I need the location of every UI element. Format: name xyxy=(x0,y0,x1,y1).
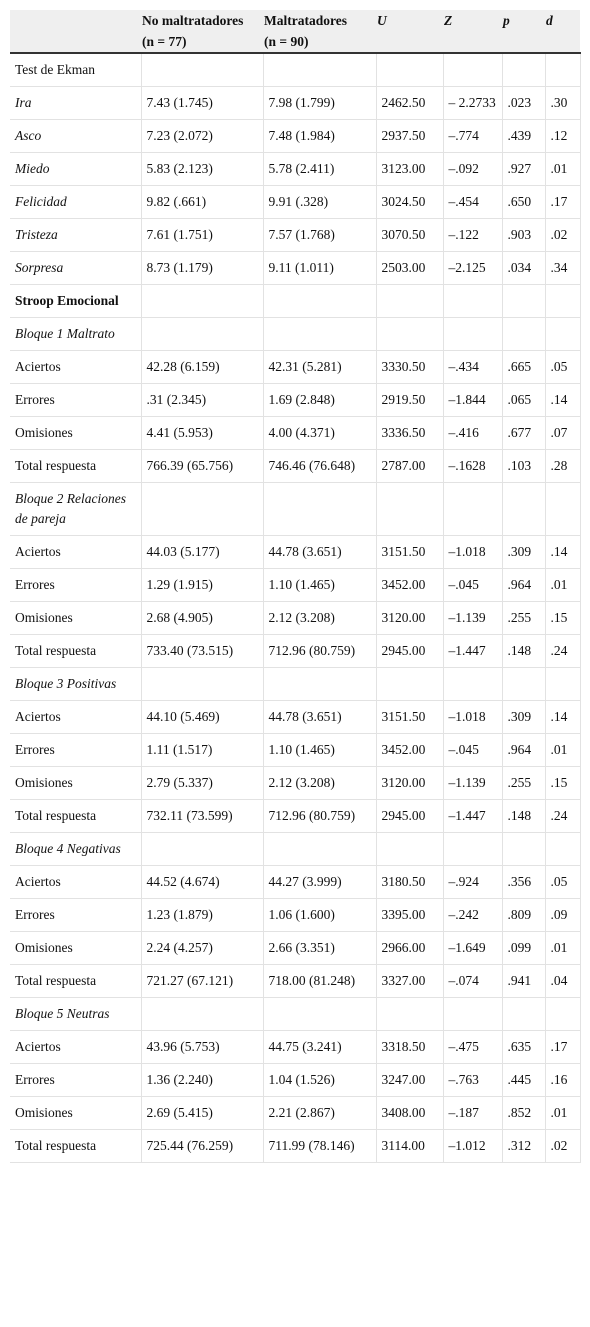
table-row xyxy=(10,53,580,87)
cell-d xyxy=(545,318,580,351)
cell-u: 3180.50 xyxy=(376,866,443,899)
cell-label: Aciertos xyxy=(10,866,141,899)
cell-label: Miedo xyxy=(10,153,141,186)
cell-no-maltratadores: 2.69 (5.415) xyxy=(141,1097,263,1130)
cell-u: 2462.50 xyxy=(376,87,443,120)
cell-label: Omisiones xyxy=(10,1097,141,1130)
cell-u: 2945.00 xyxy=(376,635,443,668)
cell-no-maltratadores: 766.39 (65.756) xyxy=(141,450,263,483)
cell-d: .12 xyxy=(545,120,580,153)
cell-maltratadores: 2.66 (3.351) xyxy=(263,932,376,965)
cell-no-maltratadores: 1.11 (1.517) xyxy=(141,734,263,767)
header-maltratadores-label: Maltratadores xyxy=(264,13,347,28)
cell-label: Bloque 3 Positivas xyxy=(10,668,141,701)
cell-p xyxy=(502,833,545,866)
cell-z: –.475 xyxy=(443,1031,502,1064)
cell-u: 2937.50 xyxy=(376,120,443,153)
cell-no-maltratadores: 2.24 (4.257) xyxy=(141,932,263,965)
cell-z: –.416 xyxy=(443,417,502,450)
table-row xyxy=(10,252,580,285)
cell-p: .065 xyxy=(502,384,545,417)
cell-maltratadores: 44.78 (3.651) xyxy=(263,536,376,569)
cell-p xyxy=(502,285,545,318)
table-row xyxy=(10,536,580,569)
cell-z xyxy=(443,483,502,536)
cell-d xyxy=(545,53,580,87)
cell-maltratadores: 9.11 (1.011) xyxy=(263,252,376,285)
cell-maltratadores: 44.27 (3.999) xyxy=(263,866,376,899)
cell-d: .05 xyxy=(545,351,580,384)
cell-p: .356 xyxy=(502,866,545,899)
cell-maltratadores xyxy=(263,998,376,1031)
cell-p: .964 xyxy=(502,734,545,767)
cell-p: .099 xyxy=(502,932,545,965)
cell-no-maltratadores xyxy=(141,833,263,866)
cell-no-maltratadores: 732.11 (73.599) xyxy=(141,800,263,833)
cell-maltratadores xyxy=(263,318,376,351)
cell-z: –.763 xyxy=(443,1064,502,1097)
cell-u: 3120.00 xyxy=(376,767,443,800)
cell-no-maltratadores: 725.44 (76.259) xyxy=(141,1130,263,1163)
cell-u: 3336.50 xyxy=(376,417,443,450)
table-row xyxy=(10,833,580,866)
cell-label: Tristeza xyxy=(10,219,141,252)
cell-u: 2919.50 xyxy=(376,384,443,417)
cell-no-maltratadores: 7.43 (1.745) xyxy=(141,87,263,120)
cell-z: –.045 xyxy=(443,734,502,767)
cell-maltratadores: 1.04 (1.526) xyxy=(263,1064,376,1097)
cell-z: –.074 xyxy=(443,965,502,998)
cell-d: .01 xyxy=(545,734,580,767)
cell-p: .309 xyxy=(502,536,545,569)
table-row xyxy=(10,965,580,998)
table-row xyxy=(10,569,580,602)
cell-z: –.434 xyxy=(443,351,502,384)
cell-d: .14 xyxy=(545,701,580,734)
cell-u: 3120.00 xyxy=(376,602,443,635)
cell-u: 3247.00 xyxy=(376,1064,443,1097)
cell-p: .650 xyxy=(502,186,545,219)
cell-p xyxy=(502,318,545,351)
cell-z: –.242 xyxy=(443,899,502,932)
cell-label: Errores xyxy=(10,734,141,767)
cell-label: Stroop Emocional xyxy=(10,285,141,318)
cell-maltratadores: 1.10 (1.465) xyxy=(263,734,376,767)
cell-d: .01 xyxy=(545,932,580,965)
cell-label: Aciertos xyxy=(10,1031,141,1064)
cell-u: 3070.50 xyxy=(376,219,443,252)
cell-p: .034 xyxy=(502,252,545,285)
cell-no-maltratadores: 43.96 (5.753) xyxy=(141,1031,263,1064)
cell-label: Bloque 2 Relaciones de pareja xyxy=(10,483,141,536)
cell-no-maltratadores: .31 (2.345) xyxy=(141,384,263,417)
cell-d: .16 xyxy=(545,1064,580,1097)
cell-label: Total respuesta xyxy=(10,635,141,668)
cell-z xyxy=(443,998,502,1031)
cell-no-maltratadores: 42.28 (6.159) xyxy=(141,351,263,384)
table-row xyxy=(10,153,580,186)
cell-maltratadores: 2.12 (3.208) xyxy=(263,767,376,800)
cell-z xyxy=(443,833,502,866)
table-row xyxy=(10,417,580,450)
cell-label: Omisiones xyxy=(10,932,141,965)
cell-d: .04 xyxy=(545,965,580,998)
cell-no-maltratadores: 44.52 (4.674) xyxy=(141,866,263,899)
cell-label: Errores xyxy=(10,569,141,602)
cell-u: 3395.00 xyxy=(376,899,443,932)
cell-p: .903 xyxy=(502,219,545,252)
table-row xyxy=(10,668,580,701)
table-row xyxy=(10,602,580,635)
cell-no-maltratadores: 2.79 (5.337) xyxy=(141,767,263,800)
cell-z: –1.139 xyxy=(443,602,502,635)
cell-no-maltratadores: 9.82 (.661) xyxy=(141,186,263,219)
cell-z: –1.139 xyxy=(443,767,502,800)
cell-u: 2787.00 xyxy=(376,450,443,483)
cell-maltratadores: 42.31 (5.281) xyxy=(263,351,376,384)
cell-no-maltratadores: 7.61 (1.751) xyxy=(141,219,263,252)
cell-maltratadores: 718.00 (81.248) xyxy=(263,965,376,998)
table-row xyxy=(10,899,580,932)
cell-d: .34 xyxy=(545,252,580,285)
cell-u xyxy=(376,998,443,1031)
table-row xyxy=(10,450,580,483)
cell-maltratadores xyxy=(263,285,376,318)
cell-no-maltratadores: 4.41 (5.953) xyxy=(141,417,263,450)
cell-z: –.187 xyxy=(443,1097,502,1130)
header-no-maltratadores xyxy=(141,10,263,53)
cell-u: 3114.00 xyxy=(376,1130,443,1163)
cell-z: –2.125 xyxy=(443,252,502,285)
cell-u xyxy=(376,285,443,318)
header-no-maltratadores-n: (n = 77) xyxy=(142,34,187,49)
cell-z: –.045 xyxy=(443,569,502,602)
cell-d: .14 xyxy=(545,536,580,569)
cell-u xyxy=(376,53,443,87)
cell-z: –1.012 xyxy=(443,1130,502,1163)
cell-maltratadores: 2.12 (3.208) xyxy=(263,602,376,635)
cell-label: Total respuesta xyxy=(10,450,141,483)
header-z: Z xyxy=(443,10,502,53)
cell-z: –.092 xyxy=(443,153,502,186)
cell-label: Omisiones xyxy=(10,417,141,450)
cell-no-maltratadores: 8.73 (1.179) xyxy=(141,252,263,285)
cell-u: 3327.00 xyxy=(376,965,443,998)
cell-d: .01 xyxy=(545,153,580,186)
cell-maltratadores: 4.00 (4.371) xyxy=(263,417,376,450)
table-row xyxy=(10,1130,580,1163)
cell-p: .927 xyxy=(502,153,545,186)
table-body xyxy=(10,53,580,1163)
cell-maltratadores xyxy=(263,668,376,701)
cell-label: Aciertos xyxy=(10,536,141,569)
results-table xyxy=(10,10,581,1163)
cell-u: 3024.50 xyxy=(376,186,443,219)
cell-p: .148 xyxy=(502,635,545,668)
cell-maltratadores xyxy=(263,483,376,536)
cell-label: Total respuesta xyxy=(10,965,141,998)
cell-maltratadores: 5.78 (2.411) xyxy=(263,153,376,186)
cell-label: Felicidad xyxy=(10,186,141,219)
cell-label: Aciertos xyxy=(10,701,141,734)
cell-maltratadores: 44.78 (3.651) xyxy=(263,701,376,734)
cell-d: .28 xyxy=(545,450,580,483)
cell-p: .941 xyxy=(502,965,545,998)
table-row xyxy=(10,1031,580,1064)
table-row xyxy=(10,318,580,351)
cell-no-maltratadores xyxy=(141,668,263,701)
cell-p: .255 xyxy=(502,602,545,635)
cell-d: .01 xyxy=(545,1097,580,1130)
cell-label: Asco xyxy=(10,120,141,153)
cell-z xyxy=(443,285,502,318)
header-maltratadores xyxy=(263,10,376,53)
cell-label: Total respuesta xyxy=(10,800,141,833)
cell-no-maltratadores: 44.10 (5.469) xyxy=(141,701,263,734)
cell-d: .15 xyxy=(545,602,580,635)
cell-p: .439 xyxy=(502,120,545,153)
cell-p: .255 xyxy=(502,767,545,800)
cell-u: 2966.00 xyxy=(376,932,443,965)
cell-p: .309 xyxy=(502,701,545,734)
cell-no-maltratadores: 1.29 (1.915) xyxy=(141,569,263,602)
cell-u: 3330.50 xyxy=(376,351,443,384)
cell-maltratadores: 2.21 (2.867) xyxy=(263,1097,376,1130)
cell-maltratadores: 7.57 (1.768) xyxy=(263,219,376,252)
header-p: p xyxy=(502,10,545,53)
table-row xyxy=(10,120,580,153)
cell-label: Bloque 1 Maltrato xyxy=(10,318,141,351)
cell-maltratadores: 7.48 (1.984) xyxy=(263,120,376,153)
cell-u xyxy=(376,483,443,536)
cell-label: Errores xyxy=(10,899,141,932)
cell-z: –.1628 xyxy=(443,450,502,483)
cell-u: 3318.50 xyxy=(376,1031,443,1064)
cell-d: .17 xyxy=(545,1031,580,1064)
cell-u: 3408.00 xyxy=(376,1097,443,1130)
cell-d xyxy=(545,833,580,866)
cell-maltratadores: 1.06 (1.600) xyxy=(263,899,376,932)
cell-label: Sorpresa xyxy=(10,252,141,285)
header-u: U xyxy=(376,10,443,53)
cell-no-maltratadores xyxy=(141,318,263,351)
cell-label: Test de Ekman xyxy=(10,53,141,87)
cell-p: .023 xyxy=(502,87,545,120)
table-row xyxy=(10,1097,580,1130)
cell-label: Ira xyxy=(10,87,141,120)
cell-z: –1.649 xyxy=(443,932,502,965)
cell-p: .445 xyxy=(502,1064,545,1097)
cell-maltratadores: 1.69 (2.848) xyxy=(263,384,376,417)
table-row xyxy=(10,932,580,965)
cell-p: .103 xyxy=(502,450,545,483)
cell-u: 3452.00 xyxy=(376,569,443,602)
cell-d: .17 xyxy=(545,186,580,219)
table-row xyxy=(10,701,580,734)
cell-z xyxy=(443,668,502,701)
cell-z: –.122 xyxy=(443,219,502,252)
cell-p: .809 xyxy=(502,899,545,932)
cell-p xyxy=(502,998,545,1031)
cell-u xyxy=(376,318,443,351)
cell-no-maltratadores xyxy=(141,285,263,318)
cell-no-maltratadores xyxy=(141,998,263,1031)
table-row xyxy=(10,635,580,668)
cell-d: .14 xyxy=(545,384,580,417)
table-row xyxy=(10,351,580,384)
cell-u xyxy=(376,668,443,701)
cell-d: .01 xyxy=(545,569,580,602)
cell-d xyxy=(545,668,580,701)
cell-label: Omisiones xyxy=(10,767,141,800)
cell-p: .964 xyxy=(502,569,545,602)
cell-u: 2945.00 xyxy=(376,800,443,833)
cell-z: –1.018 xyxy=(443,701,502,734)
cell-no-maltratadores: 1.23 (1.879) xyxy=(141,899,263,932)
cell-p xyxy=(502,53,545,87)
cell-z: –.774 xyxy=(443,120,502,153)
cell-maltratadores: 1.10 (1.465) xyxy=(263,569,376,602)
cell-z: –1.844 xyxy=(443,384,502,417)
cell-no-maltratadores: 733.40 (73.515) xyxy=(141,635,263,668)
cell-u: 3151.50 xyxy=(376,536,443,569)
cell-maltratadores: 746.46 (76.648) xyxy=(263,450,376,483)
cell-d xyxy=(545,483,580,536)
cell-d: .24 xyxy=(545,635,580,668)
table-row xyxy=(10,734,580,767)
header-d: d xyxy=(545,10,580,53)
table-row xyxy=(10,767,580,800)
cell-d: .02 xyxy=(545,1130,580,1163)
cell-label: Errores xyxy=(10,1064,141,1097)
cell-u: 3452.00 xyxy=(376,734,443,767)
cell-no-maltratadores: 7.23 (2.072) xyxy=(141,120,263,153)
cell-p: .635 xyxy=(502,1031,545,1064)
cell-p: .677 xyxy=(502,417,545,450)
cell-d: .07 xyxy=(545,417,580,450)
cell-d: .24 xyxy=(545,800,580,833)
cell-u: 3151.50 xyxy=(376,701,443,734)
cell-u xyxy=(376,833,443,866)
table-row xyxy=(10,87,580,120)
header-row xyxy=(10,10,580,53)
cell-label: Aciertos xyxy=(10,351,141,384)
cell-p xyxy=(502,668,545,701)
cell-label: Total respuesta xyxy=(10,1130,141,1163)
table-row xyxy=(10,219,580,252)
cell-no-maltratadores xyxy=(141,483,263,536)
cell-maltratadores: 712.96 (80.759) xyxy=(263,800,376,833)
cell-label: Bloque 5 Neutras xyxy=(10,998,141,1031)
cell-d: .15 xyxy=(545,767,580,800)
cell-maltratadores: 7.98 (1.799) xyxy=(263,87,376,120)
cell-no-maltratadores: 5.83 (2.123) xyxy=(141,153,263,186)
table-row xyxy=(10,866,580,899)
cell-maltratadores xyxy=(263,833,376,866)
table-row xyxy=(10,285,580,318)
cell-p xyxy=(502,483,545,536)
cell-z xyxy=(443,53,502,87)
header-maltratadores-n: (n = 90) xyxy=(264,34,309,49)
cell-label: Omisiones xyxy=(10,602,141,635)
cell-z: –1.447 xyxy=(443,635,502,668)
cell-u: 3123.00 xyxy=(376,153,443,186)
table-row xyxy=(10,186,580,219)
cell-z xyxy=(443,318,502,351)
cell-maltratadores: 712.96 (80.759) xyxy=(263,635,376,668)
table-row xyxy=(10,1064,580,1097)
cell-label: Bloque 4 Negativas xyxy=(10,833,141,866)
cell-p: .148 xyxy=(502,800,545,833)
cell-d: .02 xyxy=(545,219,580,252)
cell-label: Errores xyxy=(10,384,141,417)
cell-d: .30 xyxy=(545,87,580,120)
cell-maltratadores xyxy=(263,53,376,87)
cell-no-maltratadores: 2.68 (4.905) xyxy=(141,602,263,635)
cell-d xyxy=(545,998,580,1031)
cell-z: –.924 xyxy=(443,866,502,899)
cell-z: – 2.2733 xyxy=(443,87,502,120)
header-no-maltratadores-label: No maltratadores xyxy=(142,13,244,28)
cell-maltratadores: 9.91 (.328) xyxy=(263,186,376,219)
cell-p: .312 xyxy=(502,1130,545,1163)
cell-maltratadores: 44.75 (3.241) xyxy=(263,1031,376,1064)
cell-z: –1.447 xyxy=(443,800,502,833)
table-row xyxy=(10,800,580,833)
cell-z: –1.018 xyxy=(443,536,502,569)
cell-p: .852 xyxy=(502,1097,545,1130)
cell-u: 2503.00 xyxy=(376,252,443,285)
cell-d: .09 xyxy=(545,899,580,932)
header-blank xyxy=(10,10,141,53)
cell-maltratadores: 711.99 (78.146) xyxy=(263,1130,376,1163)
cell-p: .665 xyxy=(502,351,545,384)
cell-d: .05 xyxy=(545,866,580,899)
cell-no-maltratadores: 1.36 (2.240) xyxy=(141,1064,263,1097)
cell-no-maltratadores xyxy=(141,53,263,87)
cell-no-maltratadores: 721.27 (67.121) xyxy=(141,965,263,998)
cell-no-maltratadores: 44.03 (5.177) xyxy=(141,536,263,569)
table-row xyxy=(10,998,580,1031)
table-row xyxy=(10,384,580,417)
table-row xyxy=(10,483,580,536)
cell-z: –.454 xyxy=(443,186,502,219)
cell-d xyxy=(545,285,580,318)
